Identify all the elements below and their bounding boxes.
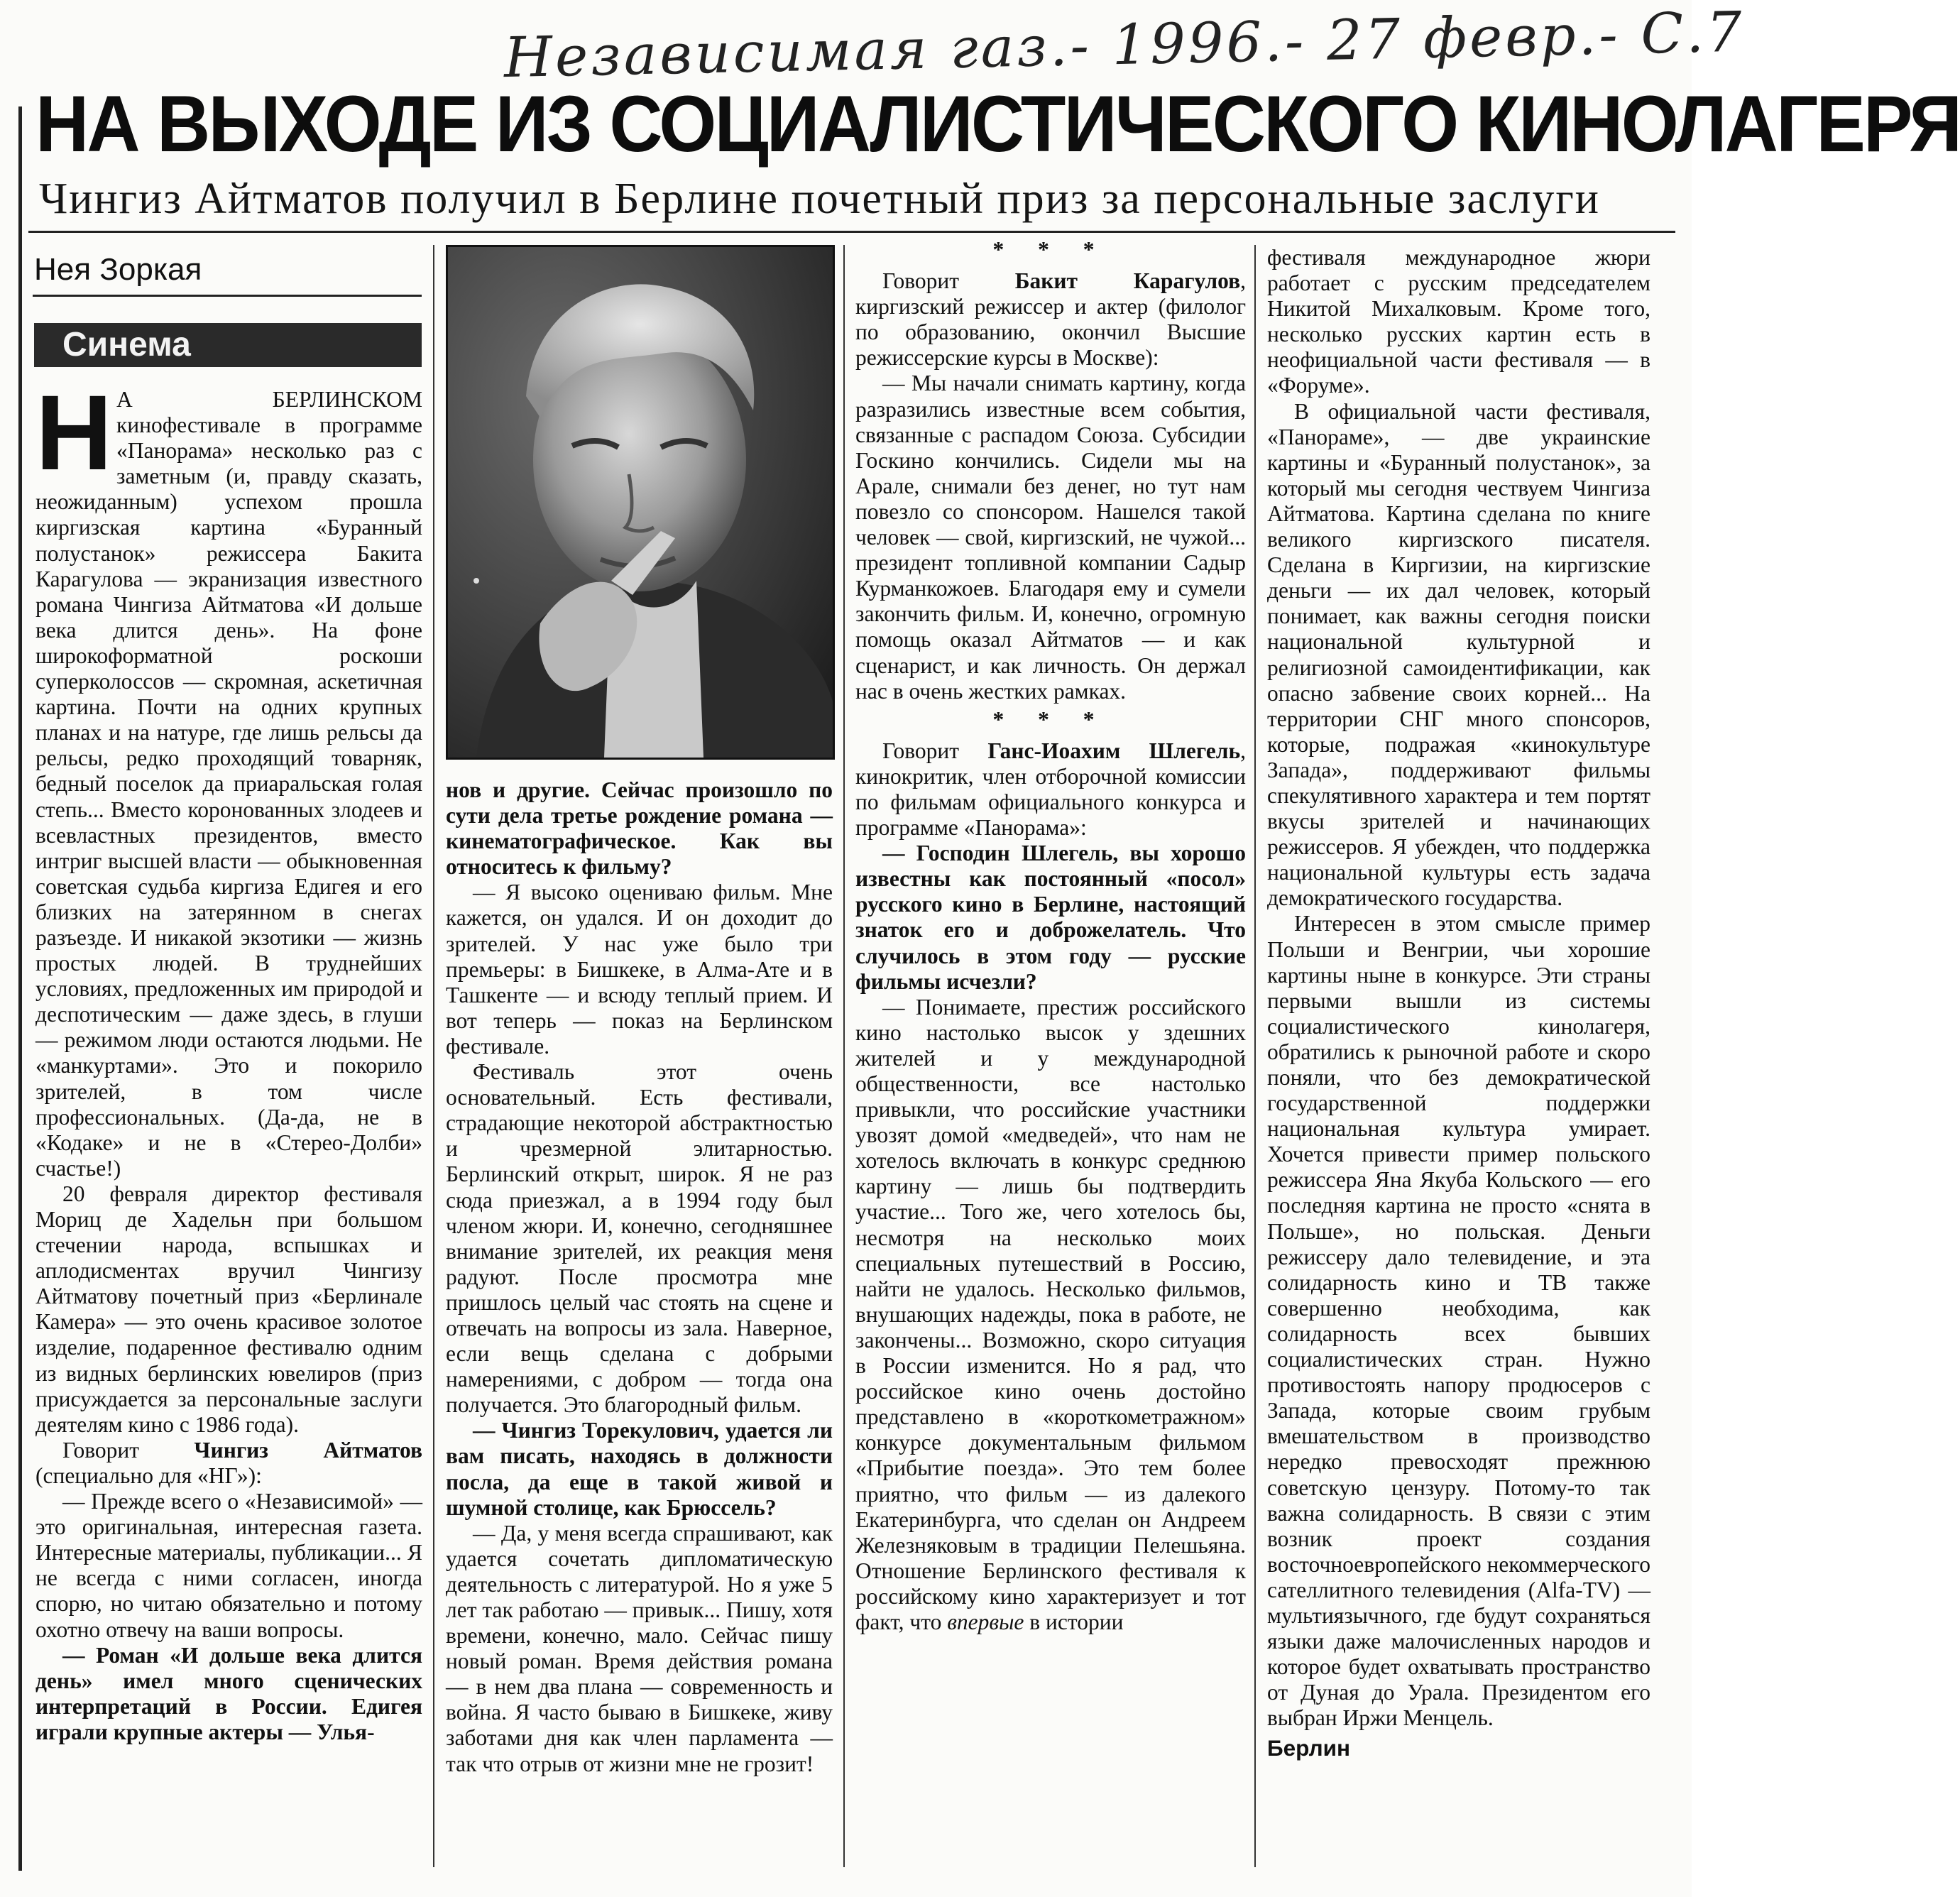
text: — Понимаете, престиж российского кино настолько высок у здешних жителей и у международной общественности, все настолько привыкли, что российские участники увозят домой «медведей», что нам не хотелось включать в конкурс среднюю картину — лишь бы подтвердить участие... Того же, чего хотелось бы, несмотря на несколько моих специальных путешествий в Россию, найти не удалось. Несколько фильмов, внушающих надежды, пока в работе, не закончены... Возможно, скоро ситуация в России изменится. Но я рад, что российское кино очень достойно представлено в «короткометражном» конкурсе документальным фильмом «Прибытие поезда». Это тем более приятно, что фильм — из далекого Екатеринбурга, что сделан он Андреем Железняковым в традиции Пелешьяна. Отношение Берлинского фестиваля к российскому кино характеризует и тот факт, что <box>855 994 1246 1634</box>
rubric-label: Синема <box>34 323 422 367</box>
interview-question: — Роман «И дольше века длится день» имел много сценических интерпретаций в России. Едигея играли крупные актеры — Улья- <box>35 1642 422 1744</box>
text: Говорит <box>882 268 1015 294</box>
article-column-4 <box>1267 245 1650 1864</box>
paragraph <box>855 738 1246 841</box>
drop-cap: Н <box>35 373 113 492</box>
emphasis: впервые <box>947 1609 1024 1634</box>
article-column-2 <box>446 777 833 1867</box>
paragraph: — Прежде всего о «Независимой» — это оригинальная, интересная газета. Интересные материалы, публикации... Я не всегда с ними согласен, иногда спорю, но читаю обязательно и потому охотно отвечу на ваши вопросы. <box>35 1489 422 1642</box>
portrait-image <box>448 247 833 758</box>
text: (специально для «НГ»): <box>35 1463 262 1488</box>
interview-answer: — Да, у меня всегда спрашивают, как удается сочетать дипломатическую деятельность с литературой. Но я уже 5 лет так работаю — привык... Пишу, хотя времени, конечно, мало. Сейчас пишу новый роман. Время действия романа — в нем два плана — современность и война. Я часто бываю в Бишкеке, живу заботами дня как член парламента — так что отрыв от жизни мне не грозит! <box>446 1520 833 1776</box>
speaker-name: Чингиз Айтматов <box>194 1437 422 1463</box>
author-byline: Нея Зоркая <box>34 252 202 287</box>
column-divider <box>433 245 434 1867</box>
interview-question: нов и другие. Сейчас произошло по сути дела третье рождение романа — кинематографическое. Как вы относитесь к фильму? <box>446 777 833 880</box>
text: , кинокритик, член отборочной комиссии по фильмам официального конкурса и программе «Панорама»: <box>855 738 1246 841</box>
dateline-signature: Берлин <box>1267 1735 1351 1761</box>
interview-question: — Чингиз Торекулович, удается ли вам писать, находясь в должности посла, да еще в такой живой и шумной столице, как Брюссель? <box>446 1418 833 1520</box>
headline: НА ВЫХОДЕ ИЗ СОЦИАЛИСТИЧЕСКОГО КИНОЛАГЕРЯ <box>35 80 1960 168</box>
handwritten-source-note: Независимая газ.- 1996.- 27 февр.- С.7 <box>503 0 1746 91</box>
paragraph <box>855 268 1246 371</box>
column-divider <box>1254 245 1256 1867</box>
lead-text: А БЕРЛИНСКОМ кинофестивале в программе «Панорама» несколько раз с заметным (и, правду сказать, неожиданным) успехом прошла киргизская картина «Буранный полустанок» режиссера Бакита Карагулова — экранизация известного романа Чингиза Айтматова «И дольше века длится день». На фоне широкоформатной роскоши суперколоссов — скромная, аскетичная картина. Почти на одних крупных планах и на натуре, где лишь рельсы да рельсы, редко проходящий товарняк, бедный поселок да приаральская голая степь... Вместо коронованных злодеев и всевластных президентов, вместо интриг высшей власти — обыкновенная советская судьба киргиза Едигея и его близких на затерянном в снегах разъезде. И никакой экзотики — жизнь простых людей. В труднейших условиях, предложенных им природой и деспотическим — даже здесь, в глуши — режимом люди остаются людьми. Не «манкуртами». Это и покорило зрителей, в том числе профессиональных. (Да-да, не в «Кодаке» и не в «Стерео-Долби» счастье!) <box>35 387 422 1181</box>
text: , киргизский режиссер и актер (филолог по образованию, окончил Высшие режиссерские курсы в Москве): <box>855 268 1246 371</box>
interview-answer: — Я высоко оцениваю фильм. Мне кажется, он удался. И он доходит до зрителей. У нас уже было три премьеры: в Бишкеке, в Алма-Ате и в Ташкенте — и всюду теплый прием. И вот теперь — показ на Берлинском фестивале. <box>446 880 833 1059</box>
article-column-1 <box>35 373 422 1867</box>
speaker-name: Ганс-Иоахим Шлегель <box>987 738 1241 763</box>
paragraph: В официальной части фестиваля, «Панораме», — две украинские картины и «Буранный полустанок», за который мы сегодня чествуем Чингиза Айтматова. Картина сделана по книге великого киргизского писателя. Сделана в Киргизии, на киргизские деньги — их дал человек, который понимает, как важны сегодня поиски национальной культурной и религиозной самоидентификации, как опасно забвение своих корней... На территории СНГ много спонсоров, которые, подражая «кинокультуре Запада», поддерживают фильмы спекулятивного характера и тем портят вкусы зрителей и начинающих режиссеров. Я убежден, что поддержка национальной культуры есть задача демократического государства. <box>1267 398 1650 911</box>
paragraph: 20 февраля директор фестиваля Мориц де Хадельн при большом стечении народа, вспышках и аплодисментах вручил Чингизу Айтматову почетный приз «Берлинале Камера» — это очень красивое золотое изделие, подаренное фестивалю одним из видных берлинских ювелиров (приз присуждается за персональные заслуги деятелям кино с 1986 года). <box>35 1181 422 1437</box>
article-column-3 <box>855 234 1246 1867</box>
interview-question: — Господин Шлегель, вы хорошо известны как постоянный «посол» русского кино в Берлине, настоящий знаток его и доброжелатель. Что случилось в этом году — русские фильмы исчезли? <box>855 841 1246 994</box>
interview-answer: Фестиваль этот очень основательный. Есть фестивали, страдающие некоторой абстрактностью и чрезмерной элитарностью. Берлинский открыт, широк. Я не раз сюда приезжал, а в 1994 году был членом жюри. И, конечно, сегодняшнее внимание зрителей, их реакция меня радуют. После просмотра мне пришлось целый час стоять на сцене и отвечать на вопросы из зала. Наверное, если вещь сделана с добрыми намерениями, с добром — тогда она получается. Это благородный фильм. <box>446 1059 833 1418</box>
text: в истории <box>1024 1609 1124 1634</box>
lead-paragraph <box>35 373 422 1181</box>
speaker-name: Бакит Карагулов <box>1014 268 1241 294</box>
section-separator: * * * <box>992 237 1109 262</box>
paragraph: фестиваля международное жюри работает с русским председателем Никитой Михалковым. Кроме того, несколько русских картин есть в неофициальной части фестиваля — в «Форуме». <box>1267 245 1650 398</box>
section-separator: * * * <box>992 706 1109 732</box>
paragraph: Интересен в этом смысле пример Польши и Венгрии, чьи хорошие картины ныне в конкурсе. Эти страны первыми вышли из системы социалистического кинолагеря, обратились к рыночной работе и скоро поняли, что без демократической государственной поддержки национальная культура умирает. Хочется привести пример польского режиссера Яна Якуба Кольского — его последняя картина не просто «снята в Польше», но польская. Деньги режиссеру дало телевидение, и эта солидарность кино и ТВ также совершенно необходима, как солидарность всех бывших социалистических стран. Нужно противостоять напору продюсеров с Запада, которые своим грубым вмешательством в производство нередко превосходят прежнюю советскую цензуру. Потому-то так важна солидарность. В связи с этим возник проект создания восточноевропейского некоммерческого сателлитного телевидения (Alfa-TV) — мультиязычного, где будут сохраняться языки даже малочисленных народов и которое будет охватывать пространство от Дуная до Урала. Президентом его выбран Иржи Менцель. <box>1267 911 1650 1731</box>
header-rule <box>28 231 1675 233</box>
interview-answer: — Мы начали снимать картину, когда разразились известные всем события, связанные с распадом Союза. Субсидии Госкино кончились. Сидели мы на Арале, снимали без денег, но тут нам повезло со спонсором. Нашелся такой человек — свой, киргизский, не чужой... президент топливной компании Садыр Курманкожоев. Благодаря ему и сумели закончить фильм. И, конечно, огромную помощь оказал Айтматов — и как сценарист, и как личность. Он держал нас в очень жестких рамках. <box>855 371 1246 704</box>
subheadline: Чингиз Айтматов получил в Берлине почетный приз за персональные заслуги <box>39 175 1600 223</box>
text: Говорит <box>62 1437 195 1463</box>
text: Говорит <box>882 738 988 763</box>
left-margin-rule <box>18 106 22 1871</box>
byline-rule <box>33 295 422 297</box>
column-divider <box>843 245 845 1867</box>
paragraph <box>35 1438 422 1489</box>
portrait-photo <box>446 245 835 760</box>
interview-answer <box>855 995 1246 1635</box>
